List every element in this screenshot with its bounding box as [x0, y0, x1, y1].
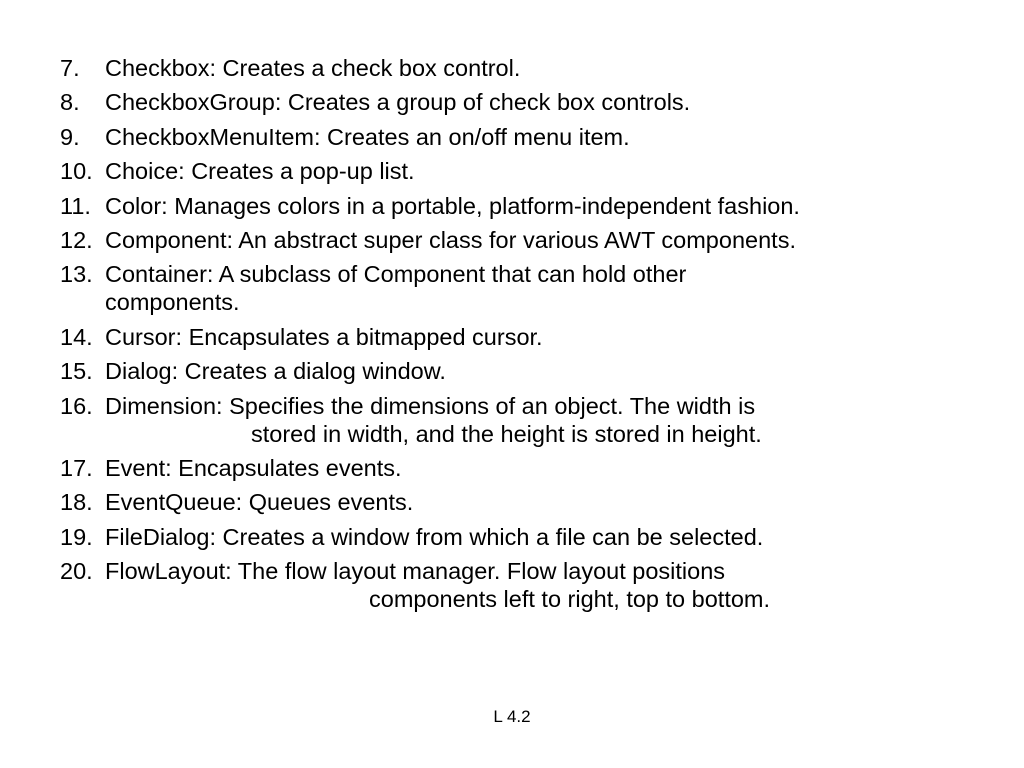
- item-number: 10.: [60, 158, 93, 185]
- item-text: [105, 123, 1000, 151]
- item-line: Choice: Creates a pop-up list.: [105, 158, 415, 185]
- item-number: 19.: [60, 523, 93, 550]
- item-number: 7.: [60, 55, 80, 81]
- list-item: [60, 157, 1000, 185]
- item-number: 17.: [60, 454, 93, 481]
- item-line: Cursor: Encapsulates a bitmapped cursor.: [105, 323, 543, 350]
- item-text: [105, 226, 1000, 254]
- item-number: 15.: [60, 358, 93, 385]
- item-text: [105, 54, 1000, 82]
- list-item: [60, 523, 1000, 551]
- list-item: [60, 123, 1000, 151]
- item-text: [105, 557, 1000, 613]
- list-item: [60, 557, 1000, 613]
- list-item: [60, 226, 1000, 254]
- item-number: 18.: [60, 489, 93, 516]
- list-item: [60, 392, 1000, 448]
- item-line: FlowLayout: The flow layout manager. Flow layout positions: [105, 558, 726, 585]
- item-number: 14.: [60, 323, 93, 350]
- item-line: Checkbox: Creates a check box control.: [105, 55, 521, 81]
- item-number: 8.: [60, 89, 80, 116]
- item-line: Dialog: Creates a dialog window.: [105, 358, 446, 385]
- item-line-continuation: components.: [105, 289, 240, 316]
- list-item: [60, 88, 1000, 116]
- list-item: [60, 488, 1000, 516]
- item-number: 12.: [60, 226, 93, 253]
- item-number: 13.: [60, 261, 93, 288]
- item-text: [105, 88, 1000, 116]
- item-text: [105, 392, 1000, 448]
- list-item: [60, 323, 1000, 351]
- item-line: Component: An abstract super class for various AWT components.: [105, 226, 796, 253]
- list-item: [60, 357, 1000, 385]
- item-text: [105, 488, 1000, 516]
- item-number: 20.: [60, 558, 93, 585]
- item-number: 16.: [60, 392, 93, 419]
- item-text: [105, 357, 1000, 385]
- item-number: 9.: [60, 123, 80, 150]
- item-line: Event: Encapsulates events.: [105, 454, 402, 481]
- item-line: Dimension: Specifies the dimensions of an object. The width is: [105, 392, 756, 419]
- item-text: [105, 192, 1000, 220]
- item-text: [105, 157, 1000, 185]
- item-line: CheckboxGroup: Creates a group of check box controls.: [105, 89, 691, 116]
- item-text: [105, 323, 1000, 351]
- item-line-continuation: components left to right, top to bottom.: [369, 586, 771, 613]
- item-line: CheckboxMenuItem: Creates an on/off menu item.: [105, 123, 630, 150]
- item-line-continuation: stored in width, and the height is stored in height.: [251, 420, 762, 447]
- item-number: 11.: [60, 192, 91, 219]
- list-item: [60, 260, 1000, 316]
- item-line: Color: Manages colors in a portable, platform-independent fashion.: [105, 192, 800, 219]
- list-item: [60, 54, 1000, 82]
- list-item: [60, 454, 1000, 482]
- slide-footer-label: L 4.2: [493, 707, 531, 726]
- list-item: [60, 192, 1000, 220]
- item-line: EventQueue: Queues events.: [105, 489, 414, 516]
- item-line: FileDialog: Creates a window from which a file can be selected.: [105, 523, 764, 550]
- item-text: [105, 260, 1000, 316]
- awt-class-list: [60, 54, 1000, 619]
- item-line: Container: A subclass of Component that can hold other: [105, 261, 687, 288]
- item-text: [105, 454, 1000, 482]
- item-text: [105, 523, 1000, 551]
